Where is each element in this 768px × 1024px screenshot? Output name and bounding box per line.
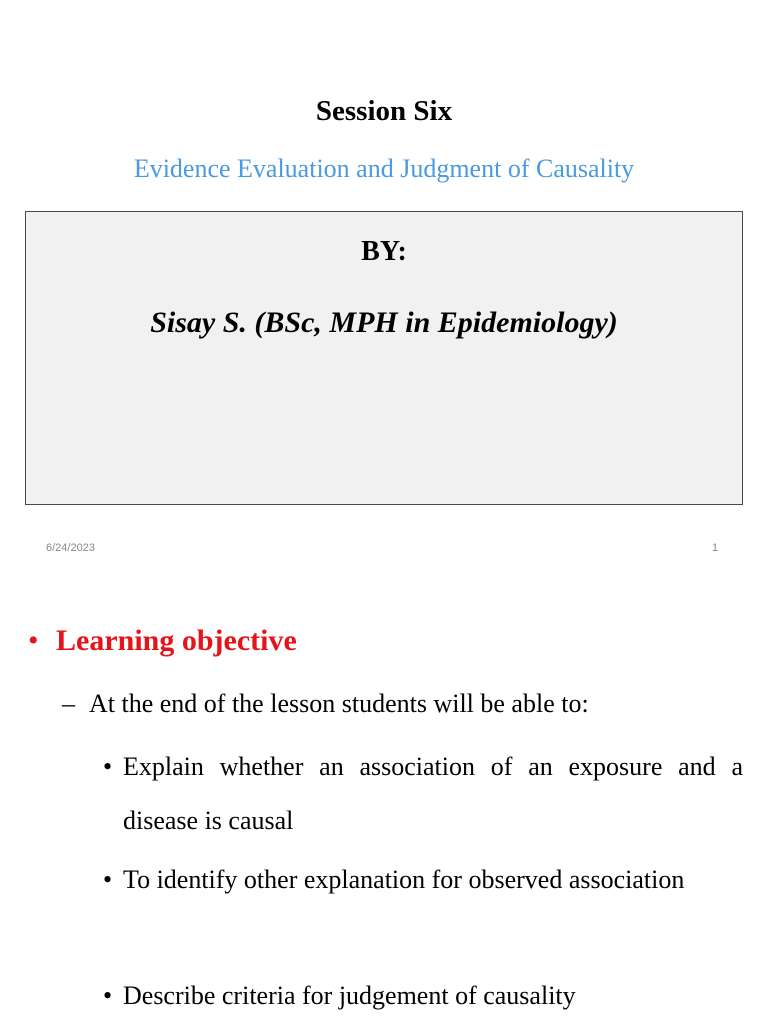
by-label: BY: [361,236,407,267]
objective-text: Describe criteria for judgement of causality [123,981,576,1010]
objective-text: Explain whether an association of an exposure and a disease is causal [123,752,743,835]
lecture-subtitle: Evidence Evaluation and Judgment of Causality [133,154,635,183]
learning-objective-heading [28,621,297,661]
slide-page-number: 1 [712,542,719,554]
objective-item [103,853,743,907]
session-title: Session Six [315,95,453,127]
bullet-icon: • [103,981,113,1010]
slide-date: 6/24/2023 [46,542,95,554]
author-name: Sisay S. (BSc, MPH in Epidemiology) [150,306,618,339]
objectives-intro [62,687,589,721]
author-box [25,211,743,505]
objective-item [103,969,743,1023]
heading-text: Learning objective [56,624,297,657]
bullet-icon: • [103,865,113,894]
objective-item [103,740,743,848]
bullet-icon: • [28,624,39,657]
objectives-slide [0,575,768,1024]
intro-text: At the end of the lesson students will be able to: [89,689,589,718]
objective-text: To identify other explanation for observed association [123,865,685,894]
bullet-icon: • [103,752,113,781]
dash-icon: – [62,689,75,718]
